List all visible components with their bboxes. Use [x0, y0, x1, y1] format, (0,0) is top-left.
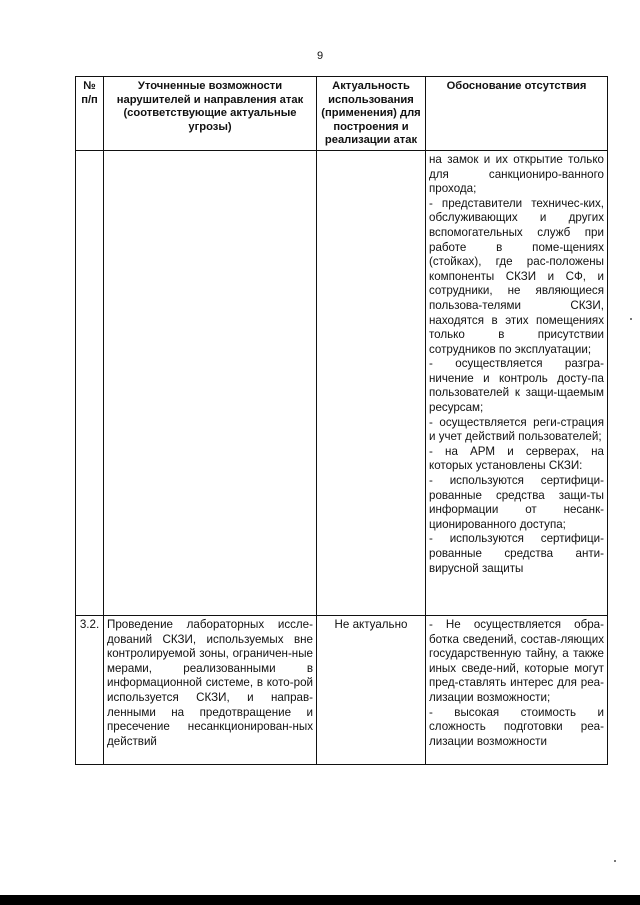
row-justification	[426, 615, 608, 764]
table-header-row	[76, 77, 608, 151]
justification-line: на замок и их открытие только для санкциониро-ванного прохода;	[429, 152, 604, 196]
justification-line: - используются сертифици-рованные средства анти-вирусной защиты	[429, 532, 604, 575]
header-actuality: Актуальность использования (применения) для построения и реализации атак	[317, 77, 426, 151]
row-number: 3.2.	[76, 615, 104, 764]
header-justification: Обоснование отсутствия	[426, 77, 608, 151]
row-capability: Проведение лабораторных иссле-дований СКЗИ, используемых вне контролируемой зоны, ограничен-ные мерами, реализованными в информационной системе, в кото-рой используется СКЗИ, и направ-ленными на предотвращение и пресечение несанкционирован-ных действий	[104, 615, 317, 764]
header-number: № п/п	[76, 77, 104, 151]
row-actuality: Не актуально	[317, 615, 426, 764]
scan-artifact	[614, 860, 616, 862]
justification-line: - Не осуществляется обра-ботка сведений, состав-ляющих государственную тайну, а также иных сведе-ний, которые могут пред-ставлять интерес для реа-лизации возможности;	[429, 617, 604, 704]
table-row	[76, 150, 608, 615]
justification-line: - осуществляется реги-страция и учет действий пользователей;	[429, 415, 604, 444]
justification-line: - представители техничес-ких, обслуживающих и других вспомогательных служб при работе в поме-щениях (стойках), где рас-положены компоненты СКЗИ и СФ, и сотрудники, не являющиеся пользова-телями СКЗИ, находятся в этих помещениях только в присутствии сотрудников по эксплуатации;	[429, 196, 604, 356]
scan-border	[0, 895, 640, 905]
threat-table	[75, 76, 608, 765]
row-number	[76, 150, 104, 615]
row-capability	[104, 150, 317, 615]
header-capabilities: Уточненные возможности нарушителей и направления атак (соответствующие актуальные угрозы)	[104, 77, 317, 151]
justification-line: - осуществляется разгра-ничение и контроль досту-па пользователей к защи-щаемым ресурсам;	[429, 357, 604, 415]
row-justification	[426, 150, 608, 615]
row-actuality	[317, 150, 426, 615]
justification-line: - используются сертифици-рованные средства защи-ты информации от несанк-ционированного доступа;	[429, 474, 604, 531]
page-number: 9	[316, 50, 324, 62]
justification-line: - высокая стоимость и сложность подготовки реа-лизации возможности	[429, 705, 604, 748]
justification-line: - на АРМ и серверах, на которых установлены СКЗИ:	[429, 444, 604, 473]
table-row	[76, 615, 608, 764]
scan-artifact	[630, 318, 632, 320]
